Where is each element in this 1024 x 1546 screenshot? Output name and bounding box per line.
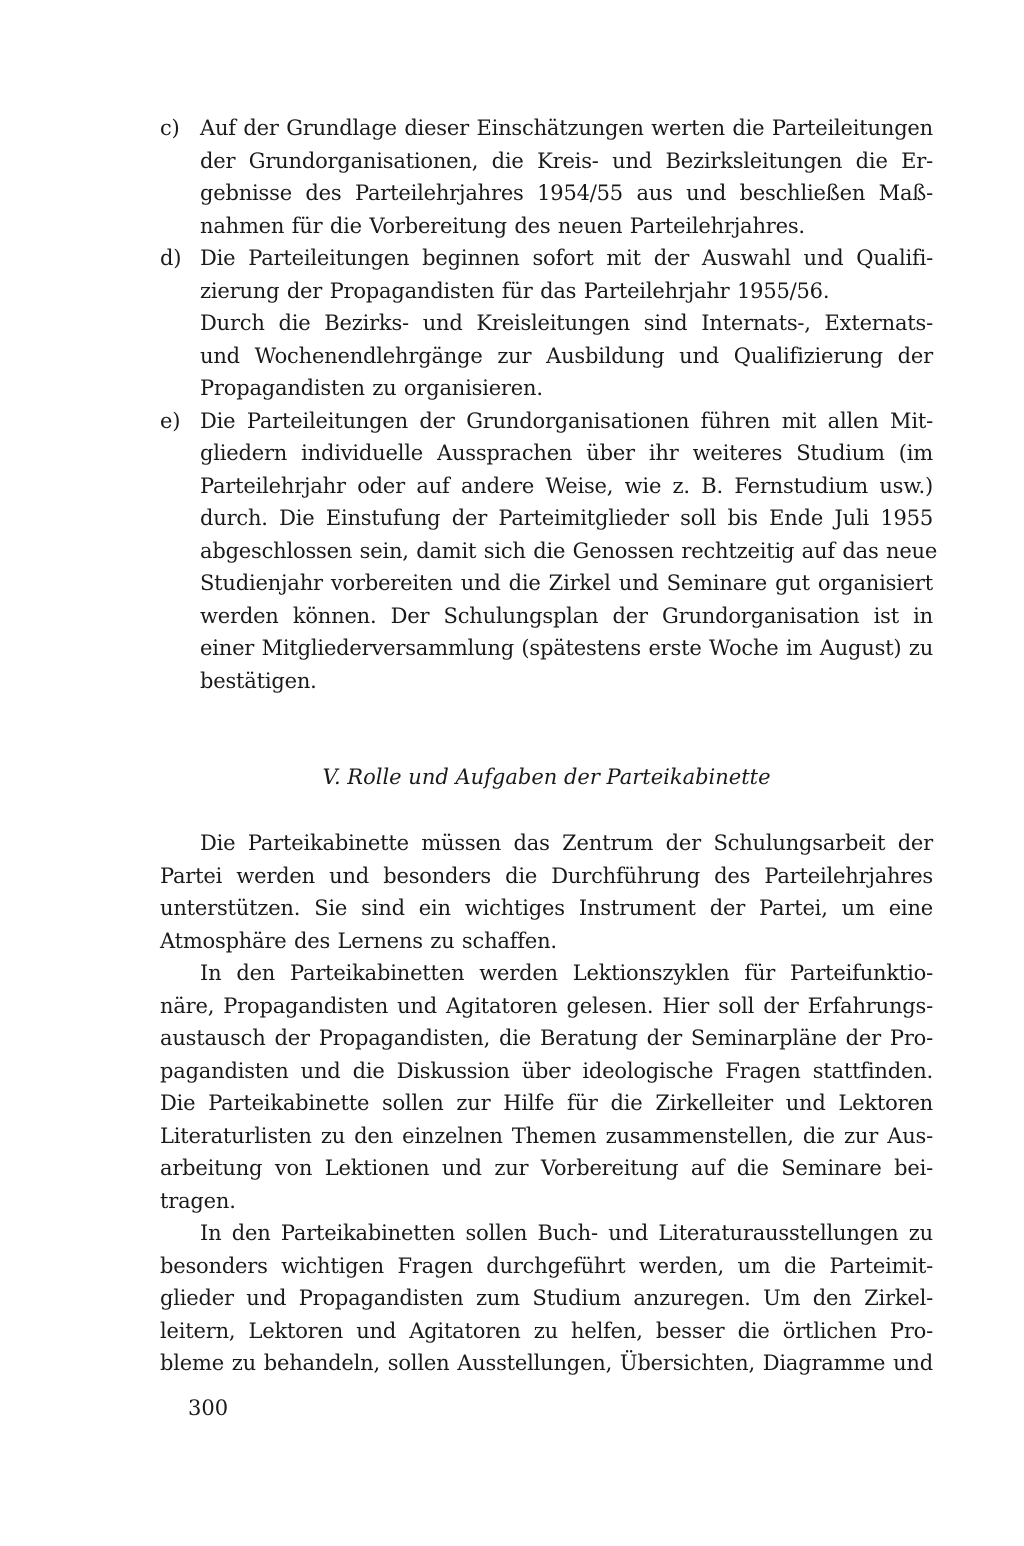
text-line: leitern, Lektoren und Agitatoren zu helfen, besser die örtlichen Pro- [160,1318,933,1343]
text-line: Literaturlisten zu den einzelnen Themen zusammenstellen, die zur Aus- [160,1123,933,1148]
text-line: besonders wichtigen Fragen durchgeführt werden, um die Parteimit- [160,1253,933,1278]
text-line: Durch die Bezirks- und Kreisleitungen sind Internats-, Externats- [200,311,933,335]
text-line: bestätigen. [200,668,317,693]
body-section [160,827,933,1380]
text-line: austausch der Propagandisten, die Beratung der Seminarpläne der Pro- [160,1026,933,1050]
text-line: bleme zu behandeln, sollen Ausstellungen, Übersichten, Diagramme und [160,1351,933,1375]
paragraph-1 [160,827,933,957]
paragraph-3 [160,1217,933,1380]
text-line: der Grundorganisationen, die Kreis- und Bezirksleitungen die Er- [200,148,933,173]
text-line: unterstützen. Sie sind ein wichtiges Instrument der Partei, um eine [160,896,933,920]
text-line: zierung der Propagandisten für das Parteilehrjahr 1955/56. [200,278,830,303]
text-line: werden können. Der Schulungsplan der Grundorganisation ist in [200,603,933,628]
text-line: Die Parteileitungen beginnen sofort mit der Auswahl und Qualifi- [200,246,933,270]
page-number: 300 [188,1396,229,1420]
text-line: gebnisse des Parteilehrjahres 1954/55 aus und beschließen Maß- [200,181,933,205]
section-heading: V. Rolle und Aufgaben der Parteikabinette [322,765,771,789]
text-line: pagandisten und die Diskussion über ideologische Fragen stattfinden. [160,1058,933,1083]
text-line: Auf der Grundlage dieser Einschätzungen werten die Parteileitungen [200,116,933,140]
text-line: gliedern individuelle Aussprachen über ihr weiteres Studium (im [200,441,933,465]
list-item-c [160,112,933,242]
text-line: Partei werden und besonders die Durchführung des Parteilehrjahres [160,863,933,888]
text-line: In den Parteikabinetten werden Lektionszyklen für Parteifunktio- [200,961,933,985]
text-line: Atmosphäre des Lernens zu schaffen. [160,928,557,953]
list-section [160,112,938,697]
text-line: abgeschlossen sein, damit sich die Genossen rechtzeitig auf das neue [200,538,938,563]
text-line: durch. Die Einstufung der Parteimitglieder soll bis Ende Juli 1955 [200,506,933,530]
list-item-d [160,242,933,405]
list-marker: d) [160,246,182,270]
text-line: Parteilehrjahr oder auf andere Weise, wie z. B. Fernstudium usw.) [200,473,933,498]
text-line: In den Parteikabinetten sollen Buch- und Literaturausstellungen zu [200,1221,933,1245]
text-line: Propagandisten zu organisieren. [200,376,543,400]
text-line: Studienjahr vorbereiten und die Zirkel und Seminare gut organisiert [200,571,933,595]
text-line: tragen. [160,1188,236,1213]
text-line: glieder und Propagandisten zum Studium anzuregen. Um den Zirkel- [160,1286,933,1310]
list-item-e [160,405,938,698]
text-line: Die Parteikabinette müssen das Zentrum der Schulungsarbeit der [200,831,933,855]
text-line: nahmen für die Vorbereitung des neuen Parteilehrjahres. [200,213,805,238]
text-line: näre, Propagandisten und Agitatoren gelesen. Hier soll der Erfahrungs- [160,993,933,1018]
text-line: einer Mitgliederversammlung (spätestens erste Woche im August) zu [200,636,934,660]
text-line: und Wochenendlehrgänge zur Ausbildung und Qualifizierung der [200,343,933,368]
text-line: arbeitung von Lektionen und zur Vorbereitung auf die Seminare bei- [160,1156,933,1180]
list-marker: e) [160,408,181,433]
paragraph-2 [160,957,933,1217]
list-marker: c) [160,116,180,140]
text-line: Die Parteikabinette sollen zur Hilfe für die Zirkelleiter und Lektoren [160,1091,933,1115]
text-line: Die Parteileitungen der Grundorganisationen führen mit allen Mit- [200,408,933,433]
